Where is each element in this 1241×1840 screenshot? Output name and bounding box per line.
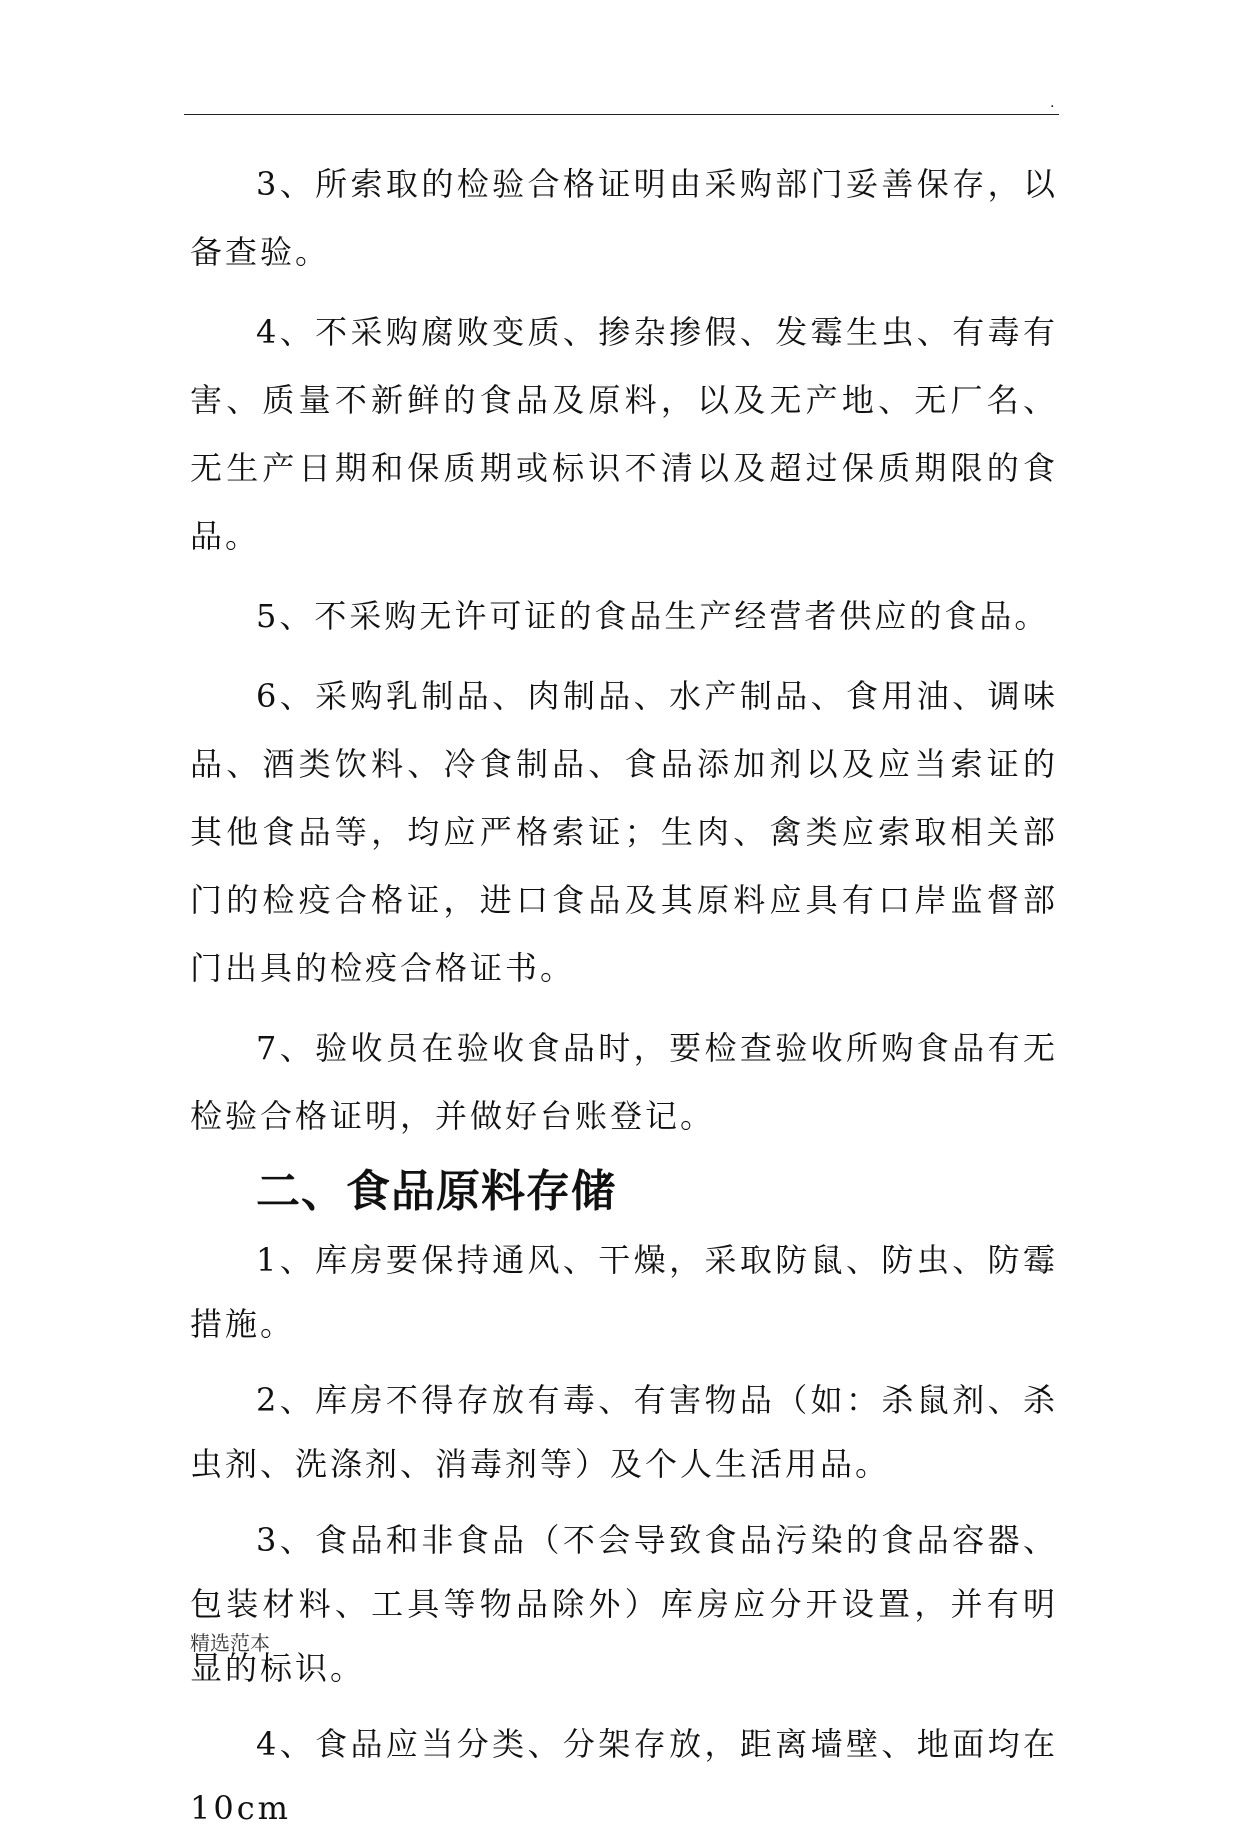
storage-paragraph-3: 3、食品和非食品（不会导致食品污染的食品容器、包装材料、工具等物品除外）库房应分开设置，并有明显的标识。 [190,1521,1058,1687]
header-dot: . [1050,95,1055,111]
section-heading: 二、食品原料存储 [256,1166,616,1217]
paragraph-4: 4、不采购腐败变质、掺杂掺假、发霉生虫、有毒有害、质量不新鲜的食品及原料，以及无产地、无厂名、无生产日期和保质期或标识不清以及超过保质期限的食品。 [190,313,1058,555]
storage-paragraph-1: 1、库房要保持通风、干燥，采取防鼠、防虫、防霉措施。 [190,1241,1058,1343]
document-body [190,150,1058,1840]
footer-label: 精选范本 [190,1631,270,1655]
paragraph-3: 3、所索取的检验合格证明由采购部门妥善保存，以备查验。 [190,165,1058,271]
header-rule [184,114,1059,115]
paragraph-7: 7、验收员在验收食品时，要检查验收所购食品有无检验合格证明，并做好台账登记。 [190,1029,1058,1135]
storage-paragraph-2: 2、库房不得存放有毒、有害物品（如：杀鼠剂、杀虫剂、洗涤剂、消毒剂等）及个人生活用品。 [190,1381,1058,1483]
paragraph-5: 5、不采购无许可证的食品生产经营者供应的食品。 [256,597,1050,635]
storage-paragraph-4: 4、食品应当分类、分架存放，距离墙壁、地面均在10cm [190,1725,1058,1827]
paragraph-6: 6、采购乳制品、肉制品、水产制品、食用油、调味品、酒类饮料、冷食制品、食品添加剂以及应当索证的其他食品等，均应严格索证；生肉、禽类应索取相关部门的检疫合格证，进口食品及其原料应具有口岸监督部门出具的检疫合格证书。 [190,677,1058,987]
